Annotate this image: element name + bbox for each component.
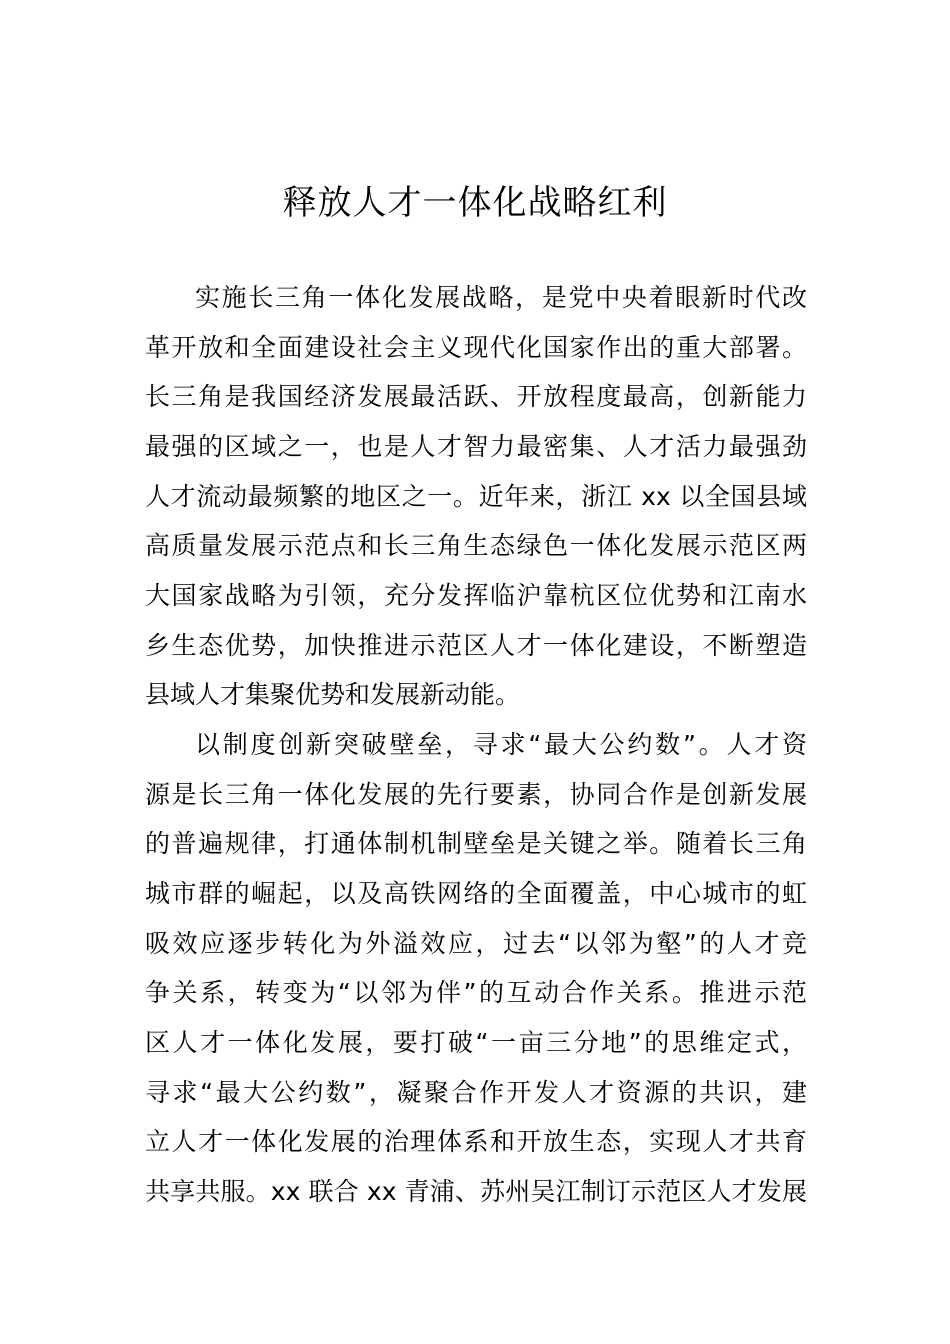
- paragraph-2-line-10: 共享共服。xx 联合 xx 青浦、苏州吴江制订示范区人才发展: [145, 1176, 807, 1206]
- paragraph-2-line-1: 以制度创新突破壁垒，寻求“最大公约数”。人才资: [195, 729, 807, 759]
- paragraph-1-line-7: 大国家战略为引领，充分发挥临沪靠杭区位优势和江南水: [145, 580, 807, 610]
- document-title: 释放人才一体化战略红利: [282, 183, 668, 223]
- paragraph-1-line-4: 最强的区域之一，也是人才智力最密集、人才活力最强劲: [145, 431, 807, 461]
- paragraph-2-line-3: 的普遍规律，打通体制机制壁垒是关键之举。随着长三角: [145, 829, 807, 859]
- paragraph-1-line-1: 实施长三角一体化发展战略，是党中央着眼新时代改: [195, 283, 807, 312]
- paragraph-2-line-2: 源是长三角一体化发展的先行要素，协同合作是创新发展: [145, 779, 807, 809]
- paragraph-1-line-3: 长三角是我国经济发展最活跃、开放程度最高，创新能力: [145, 382, 807, 412]
- paragraph-2-line-4: 城市群的崛起，以及高铁网络的全面覆盖，中心城市的虹: [145, 878, 807, 908]
- paragraph-1-line-5: 人才流动最频繁的地区之一。近年来，浙江 xx 以全国县域: [145, 481, 807, 511]
- paragraph-1-line-8: 乡生态优势，加快推进示范区人才一体化建设，不断塑造: [145, 630, 807, 660]
- document-body: [145, 273, 807, 1216]
- paragraph-2-line-9: 立人才一体化发展的治理体系和开放生态，实现人才共育: [145, 1127, 807, 1157]
- paragraph-1-line-9: 县域人才集聚优势和发展新动能。: [145, 680, 521, 710]
- paragraph-1-line-6: 高质量发展示范点和长三角生态绿色一体化发展示范区两: [145, 531, 807, 561]
- paragraph-1-line-2: 革开放和全面建设社会主义现代化国家作出的重大部署。: [145, 332, 807, 362]
- paragraph-2-line-5: 吸效应逐步转化为外溢效应，过去“以邻为壑”的人才竞: [145, 928, 807, 958]
- paragraph-2-line-7: 区人才一体化发展，要打破“一亩三分地”的思维定式，: [145, 1027, 807, 1057]
- paragraph-2-line-8: 寻求“最大公约数”，凝聚合作开发人才资源的共识，建: [145, 1077, 807, 1107]
- paragraph-2-line-6: 争关系，转变为“以邻为伴”的互动合作关系。推进示范: [145, 978, 807, 1008]
